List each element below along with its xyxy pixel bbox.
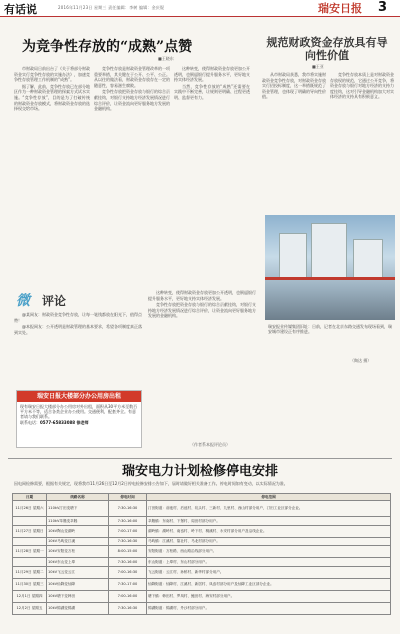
list-item: @某网友：财政资金竞争性存放，让每一笔钱都放在阳光下，值得点赞！	[14, 312, 142, 323]
area-cell: 飞云街道：云江村、孙桥村、新华村部分用户。	[147, 566, 391, 578]
right-article-title: 规范财政资金存放具有导向性价值	[266, 36, 388, 62]
rental-ad	[16, 390, 142, 448]
line-cell: 10kV马屿变江溪	[47, 537, 109, 546]
date-cell: 11月29日 星期二	[13, 566, 47, 578]
lead-article-title: 为竞争性存放的“成熟”点赞	[22, 39, 193, 55]
table-row	[13, 558, 391, 567]
paragraph: 竞争性存放本质上是对财政资金存放权的规范，它通过公开竞争，将资金存放与银行对地方经济的支持力度挂钩，这对引导金融机构加大对实体经济的支持具有积极意义。	[330, 72, 394, 100]
table-row	[13, 578, 391, 590]
table-header-row	[13, 494, 391, 501]
paragraph: 当然，竞争性存放的“成熟”还需要在实践中不断完善，让规则更明确、过程更透明、监督更有力。	[174, 83, 250, 100]
lead-article-col1	[14, 66, 90, 276]
logo-text: 评论	[42, 294, 67, 308]
paragraph: 这种转变，使得财政资金存放更加公开透明，也倒逼银行提升服务水平，更好地支持实体经济发展。	[148, 290, 256, 301]
paragraph: 竞争性存放把资金存放与银行的综合贡献挂钩，对银行支持地方经济发展情况进行综合评价，让资金流向更好服务地方发展的金融机构。	[94, 89, 170, 112]
line-cell: 10kV陶山变湖岭	[47, 525, 109, 537]
right-article-col2	[330, 72, 394, 210]
page-number: 3	[378, 0, 388, 15]
building-shape	[311, 223, 347, 279]
ad-contact-label: 联系电话：	[20, 419, 40, 425]
lead-article-byline: ■王晓东	[158, 56, 174, 61]
paragraph: 这种转变，使得财政资金存放更加公开透明，也倒逼银行提升服务水平，更好地支持实体经济发展。	[174, 66, 250, 83]
area-cell: 马屿镇：江溪村、篁社村、马北村部分用户。	[147, 537, 391, 546]
area-cell: 湖岭镇：湖岭村、南岙村、岭下村、桐溪村、永安村部分用户及沿线企业。	[147, 525, 391, 537]
line-cell: 110kV莘塍变莘塍	[47, 517, 109, 526]
time-cell: 7:00-17:00	[109, 525, 147, 537]
table-row	[13, 517, 391, 526]
section-divider	[8, 458, 392, 459]
area-cell: 塘下镇：韩田村、罗凤村、鲍田村、海安村部分用户。	[147, 590, 391, 602]
weipinglun-items	[14, 312, 142, 384]
time-cell: 7:00-16:30	[109, 566, 147, 578]
ad-headline: 瑞安日报大楼部分办公用房出租	[17, 391, 141, 402]
date-cell	[13, 517, 47, 526]
line-cell: 10kV塘下变韩田	[47, 590, 109, 602]
table-row	[13, 590, 391, 602]
column-header: 停电范围	[147, 494, 391, 501]
page-header	[0, 0, 400, 17]
building-shape	[353, 239, 383, 279]
date-cell	[13, 558, 47, 567]
date-cell: 11月30日 星期三	[13, 578, 47, 590]
table-row	[13, 602, 391, 614]
railing-shape	[265, 277, 395, 280]
line-cell: 10kV东山变上埠	[47, 558, 109, 567]
date-cell: 11月27日 星期日	[13, 525, 47, 537]
time-cell: 7:30-16:30	[109, 537, 147, 546]
date-cell: 12月2日 星期五	[13, 602, 47, 614]
ad-text: 现有瑞安日报大楼部分办公用房对外出租，面积从30平方米至数百平方米不等，适合各类企业办公使用。交通便利，配套齐全。有意者请与我们联系。	[20, 404, 138, 420]
time-cell: 8:00-15:00	[109, 546, 147, 558]
column-header: 线路名称	[47, 494, 109, 501]
lead-article-col2	[94, 66, 170, 276]
date-cell: 12月1日 星期四	[13, 590, 47, 602]
time-cell: 7:30-16:00	[109, 517, 147, 526]
line-cell: 10kV锦湖变锦湖	[47, 602, 109, 614]
area-cell: 东山街道：上埠村、东山村部分用户。	[147, 558, 391, 567]
ad-body	[20, 404, 138, 425]
time-cell: 7:00-16:00	[109, 590, 147, 602]
date-cell: 11月28日 星期一	[13, 546, 47, 558]
time-cell: 7:30-16:30	[109, 602, 147, 614]
right-article-col1	[262, 72, 326, 210]
notice-intro: 因电网检修需要，根据有关规定，现将我市11月26日至12月2日停电检修安排公告如下，届时请做好相关准备工作。停电时间如有变动，以实际情况为准。	[14, 481, 288, 486]
column-header: 日期	[13, 494, 47, 501]
outage-table	[12, 493, 391, 615]
notice-title: 瑞安电力计划检修停电安排	[121, 464, 278, 479]
building-shape	[279, 233, 307, 279]
photo-credit: （陶达 摄）	[350, 358, 372, 363]
paragraph: 竞争性存放是财政资金管理改革的一项重要举措，其关键在于公开、公平、公正。从以往的做法看，财政资金存放存在一定的随意性，容易滋生腐败。	[94, 66, 170, 88]
paper-name: 瑞安日报	[318, 2, 362, 15]
area-cell: 仙降街道：仙降村、江溪村、新居村、凤岙村部分用户及仙降工业区部分企业。	[147, 578, 391, 590]
area-cell: 锦湖街道：锦湖村、外沙村部分用户。	[147, 602, 391, 614]
time-cell: 7:30-16:30	[109, 501, 147, 517]
weipinglun-logo	[16, 290, 86, 308]
lead-article-col3	[174, 66, 250, 276]
list-item: @本报网友：公开透明是财政管理的基本要求，希望各项制度真正落到实处。	[14, 324, 142, 335]
table-row	[13, 501, 391, 517]
right-article-byline: ■王亚	[312, 64, 324, 69]
news-photo	[265, 215, 395, 320]
table-row	[13, 546, 391, 558]
table-row	[13, 525, 391, 537]
column-header: 停电时间	[109, 494, 147, 501]
paragraph: 据了解，此前，竞争性存放已在部分地区作为一种财政资金管理的探索方式试水实施。“竞争性存放”，目的是为了打破传统的财政资金存放模式，将财政资金存放的选择权交给市场。	[14, 83, 90, 112]
date-cell	[13, 537, 47, 546]
editor-note: （作者系本报评论员）	[190, 442, 230, 447]
area-cell: 安阳街道：万松路、西山路沿线部分用户。	[147, 546, 391, 558]
date-line: 2016年11月23日 星期三 责任编辑：李树 编辑：金庆锟	[58, 5, 165, 10]
line-cell: 10kV安阳变万松	[47, 546, 109, 558]
line-cell: 10kV仙降变仙降	[47, 578, 109, 590]
area-cell: 汀田街道：前池村、后池村、坑头村、三新村、九里村、西山村部分用户，汀田工业区部分企业。	[147, 501, 391, 517]
area-cell: 莘塍镇：东南村、下堡村、周田村部分用户。	[147, 517, 391, 526]
table-row	[13, 537, 391, 546]
time-cell: 7:30-17:00	[109, 578, 147, 590]
paragraph: 市财政局日前出台了《关于将部分财政资金实行竞争性存放的实施办法》，加速竞争性存放管理工作机制的“成熟”。	[14, 66, 90, 83]
paragraph: 竞争性存放把资金存放与银行的综合贡献挂钩，对银行支持地方经济发展情况进行综合评价，让资金流向更好服务地方发展的金融机构。	[148, 302, 256, 319]
date-cell: 11月26日 星期六	[13, 501, 47, 517]
paragraph: 从市财政局获悉，我市将实施财政资金竞争性存放，对财政资金存放实行招投标制度，这一举措既规范了资金管理，也体现了明确的导向性价值。	[262, 72, 326, 100]
ad-phone: 0577-65833088 徐老师	[40, 419, 89, 425]
section-name: 有话说	[4, 3, 37, 16]
table-row	[13, 566, 391, 578]
photo-caption: 瑞安报业传媒集团旧址：日前，记者在北京东路交通发布现场看到，瑞安城市建设正有序推进。	[268, 324, 392, 335]
logo-char: 微	[16, 293, 30, 309]
lead-article-continued	[148, 290, 256, 440]
time-cell: 7:30-16:00	[109, 558, 147, 567]
line-cell: 10kV飞云变云江	[47, 566, 109, 578]
line-cell: 110kV汀田变塘下	[47, 501, 109, 517]
